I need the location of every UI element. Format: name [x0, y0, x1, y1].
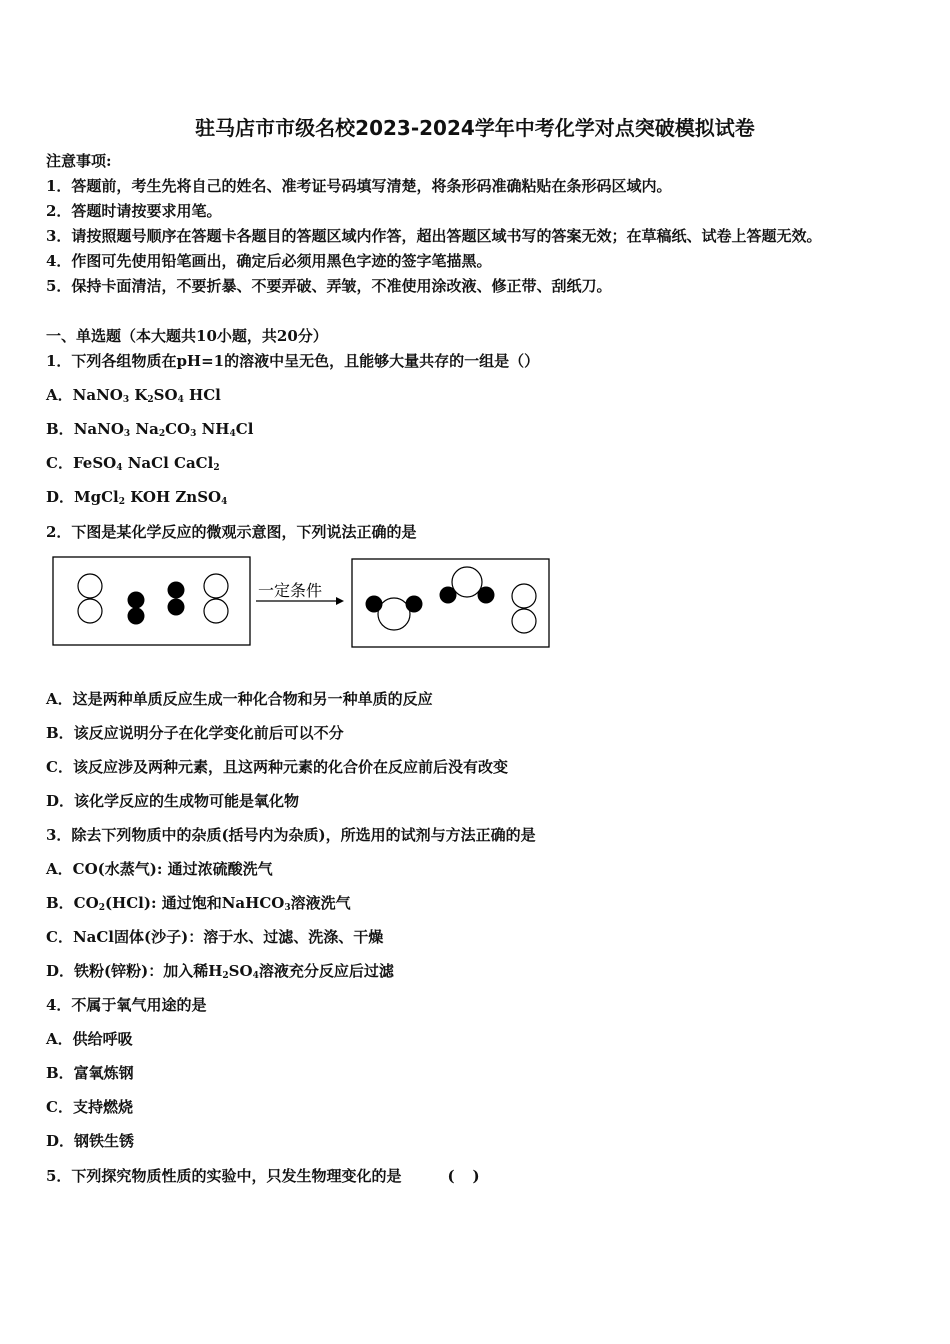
- q1-option-c: C．FeSO$_4$ NaCl CaCl$_2$: [46, 454, 220, 473]
- q2-option-b: B．该反应说明分子在化学变化前后可以不分: [46, 724, 344, 742]
- notice-item-3: 3．请按照题号顺序在答题卡各题目的答题区域内作答，超出答题区域书写的答案无效；在草稿纸、试卷上答题无效。: [46, 227, 822, 245]
- q2-stem: 2．下图是某化学反应的微观示意图，下列说法正确的是: [46, 523, 417, 541]
- q3-option-a: A．CO(水蒸气): 通过浓硫酸洗气: [46, 860, 273, 878]
- q2-option-a: A．这是两种单质反应生成一种化合物和另一种单质的反应: [46, 690, 433, 708]
- q4-option-d: D．钢铁生锈: [46, 1132, 135, 1150]
- q4-option-b: B．富氧炼钢: [46, 1064, 134, 1082]
- q3-option-c: C．NaCl固体(沙子)：溶于水、过滤、洗涤、干燥: [46, 928, 384, 946]
- q5-stem: 5．下列探究物质性质的实验中，只发生物理变化的是 (): [46, 1167, 498, 1185]
- reaction-diagram: [52, 556, 552, 652]
- q1-stem: 1．下列各组物质在pH=1的溶液中呈无色，且能够大量共存的一组是（）: [46, 352, 540, 370]
- q4-stem: 4．不属于氧气用途的是: [46, 996, 207, 1014]
- q4-option-c: C．支持燃烧: [46, 1098, 133, 1116]
- notice-item-5: 5．保持卡面清洁，不要折暴、不要弄破、弄皱，不准使用涂改液、修正带、刮纸刀。: [46, 277, 612, 295]
- q1-option-a: A．NaNO$_3$ $K_2SO_4$ HCl: [46, 386, 221, 405]
- q3-option-b: B．$CO_2(HCl)$: 通过饱和NaHCO$_3$溶液洗气: [46, 894, 351, 913]
- notice-heading: 注意事项:: [46, 152, 112, 170]
- q2-option-c: C．该反应涉及两种元素，且这两种元素的化合价在反应前后没有改变: [46, 758, 508, 776]
- notice-item-1: 1．答题前，考生先将自己的姓名、准考证号码填写清楚，将条形码准确粘贴在条形码区域内。: [46, 177, 672, 195]
- arrow-head: [336, 597, 344, 605]
- arrow-condition-label: 一定条件: [258, 581, 323, 600]
- section-heading: 一、单选题（本大题共10小题，共20分）: [46, 327, 328, 345]
- q3-stem: 3．除去下列物质中的杂质(括号内为杂质)，所选用的试剂与方法正确的是: [46, 826, 536, 844]
- q3-option-d: D．铁粉(锌粉)：加入稀$H_2SO_4$溶液充分反应后过滤: [46, 962, 394, 981]
- q1-option-d: D．MgCl$_2$ KOH ZnSO$_4$: [46, 488, 228, 507]
- notice-item-2: 2．答题时请按要求用笔。: [46, 202, 222, 220]
- page-title: 驻马店市市级名校2023-2024学年中考化学对点突破模拟试卷: [195, 116, 755, 140]
- q4-option-a: A．供给呼吸: [46, 1030, 133, 1048]
- q2-option-d: D．该化学反应的生成物可能是氧化物: [46, 792, 300, 810]
- notice-item-4: 4．作图可先使用铅笔画出，确定后必须用黑色字迹的签字笔描黑。: [46, 252, 492, 270]
- answer-parentheses: (): [447, 1167, 498, 1185]
- q1-option-b: B．NaNO$_3$ $Na_2CO_3$ $NH_4Cl$: [46, 420, 254, 439]
